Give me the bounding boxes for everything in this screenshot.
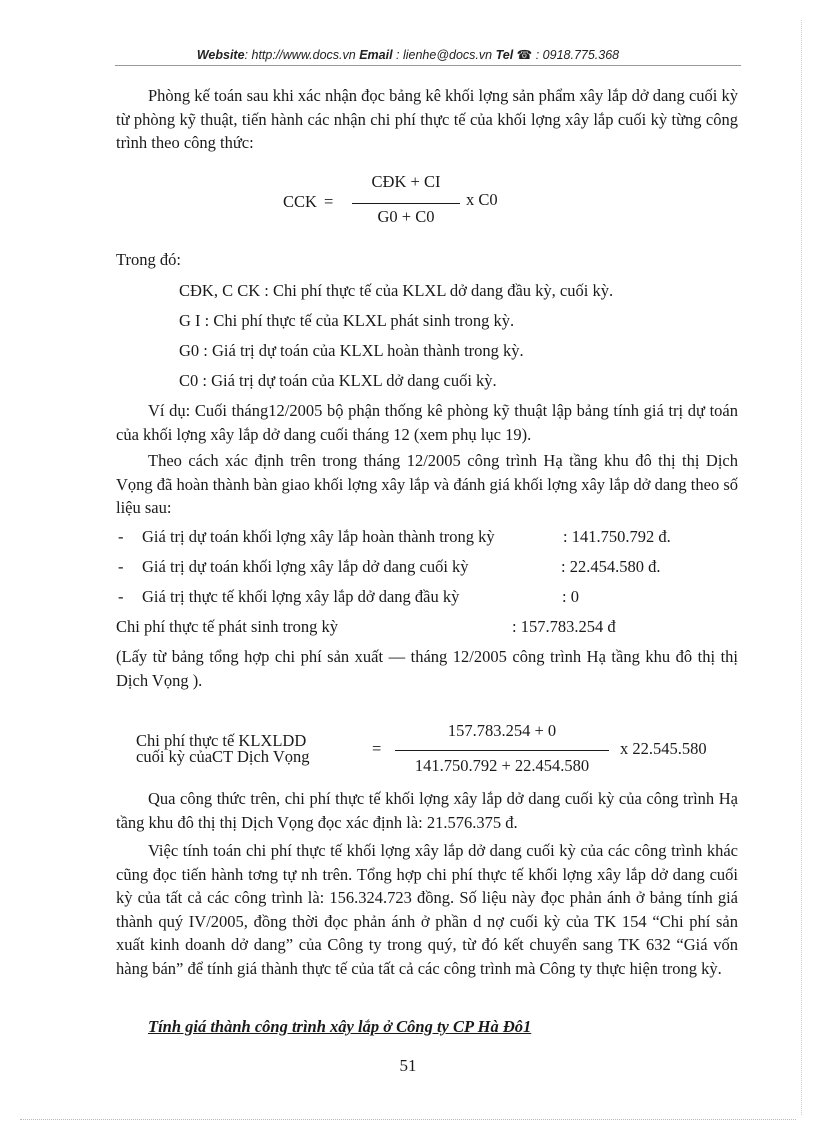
definition-item: CĐK, C CK : Chi phí thực tế của KLXL dở dang đầu kỳ, cuối kỳ. bbox=[179, 281, 614, 300]
email-address[interactable]: : lienhe@docs.vn bbox=[392, 48, 496, 62]
bullet-label: Giá trị thực tế khối lợng xây lắp dở dang đầu kỳ bbox=[142, 587, 460, 606]
bottom-dotted-edge bbox=[20, 1119, 796, 1120]
right-dotted-edge bbox=[801, 20, 802, 1115]
bullet-dash: - bbox=[118, 527, 124, 546]
cost-value: : 157.783.254 đ bbox=[512, 617, 616, 636]
paragraph-method: Theo cách xác định trên trong tháng 12/2005 công trình Hạ tầng khu đô thị thị Dịch Vọng đã hoàn thành bàn giao khối lợng xây lắp và đánh giá khối lợng xây lắp dở dang theo số liệu sau: bbox=[116, 451, 738, 517]
website-label: Website bbox=[196, 48, 245, 62]
fraction-bar bbox=[352, 203, 460, 204]
phone-icon: ☎ bbox=[516, 48, 533, 62]
bullet-value: : 22.454.580 đ. bbox=[561, 557, 661, 576]
email-label: Email bbox=[359, 48, 393, 62]
formula-equals: = bbox=[324, 192, 334, 211]
formula2-multiplier: x 22.545.580 bbox=[620, 739, 707, 758]
tel-number: : 0918.775.368 bbox=[532, 48, 620, 62]
formula2-lhs-line1: Chi phí thực tế KLXLDD bbox=[136, 731, 307, 750]
formula2-lhs-line2: cuối kỳ củaCT Dịch Vọng bbox=[136, 747, 310, 766]
tel-label: Tel bbox=[495, 48, 514, 62]
formula2-equals: = bbox=[372, 739, 382, 758]
definition-item: G I : Chi phí thực tế của KLXL phát sinh trong kỳ. bbox=[179, 311, 515, 330]
paragraph-intro: Phòng kế toán sau khi xác nhận đọc bảng kê khối lợng sản phẩm xây lắp dở dang cuối kỳ từ phòng kỹ thuật, tiến hành các nhận chi phí thực tế của khối lợng xây lắp cuối kỳ từng công trình theo công thức: bbox=[116, 86, 738, 152]
cost-label: Chi phí thực tế phát sinh trong kỳ bbox=[116, 617, 339, 636]
definition-item: G0 : Giá trị dự toán của KLXL hoàn thành trong kỳ. bbox=[179, 341, 524, 360]
paragraph-source: (Lấy từ bảng tổng hợp chi phí sản xuất — tháng 12/2005 công trình Hạ tầng khu đô thị thị Dịch Vọng ). bbox=[116, 647, 738, 690]
bullet-value: : 0 bbox=[562, 587, 579, 606]
bullet-dash: - bbox=[118, 557, 124, 576]
page-number: 51 bbox=[399, 1056, 417, 1075]
page-header bbox=[0, 47, 816, 62]
definition-item: C0 : Giá trị dự toán của KLXL dở dang cuối kỳ. bbox=[179, 371, 497, 390]
paragraph-summary: Việc tính toán chi phí thực tế khối lợng xây lắp dở dang cuối kỳ của các công trình khác cũng đọc tiến hành tơng tự nh trên. Tổng hợp chi phí thực tế khối lợng xây lắp dở dang cuối kỳ của tất cả các công trình là: 156.324.723 đồng. Số liệu này đọc phản ánh ở bảng tính giá thành quý IV/2005, đồng thời đọc phản ánh ở phần d nợ cuối kỳ của TK 154 “Chi phí sản xuất kinh doanh dở dang” của Công ty trong quý, từ đó kết chuyển sang TK 632 “Giá vốn hàng bán” để tính giá thành thực tế của tất cả các công trình mà Công ty thực hiện trong kỳ. bbox=[116, 841, 738, 978]
bullet-label: Giá trị dự toán khối lợng xây lắp hoàn thành trong kỳ bbox=[142, 527, 495, 546]
paragraph-result: Qua công thức trên, chi phí thực tế khối lợng xây lắp dở dang cuối kỳ của công trình Hạ tầng khu đô thị thị Dịch Vọng đọc xác định là: 21.576.375 đ. bbox=[116, 789, 738, 832]
section-title: Tính giá thành công trình xây lắp ở Công ty CP Hà Đô1 bbox=[148, 1017, 532, 1036]
formula-lhs: CCK bbox=[283, 192, 317, 211]
trong-do-label: Trong đó: bbox=[116, 250, 181, 269]
bullet-dash: - bbox=[118, 587, 124, 606]
website-url[interactable]: : http://www.docs.vn bbox=[244, 48, 360, 62]
formula2-numerator: 157.783.254 + 0 bbox=[447, 721, 557, 740]
formula-multiplier: x C0 bbox=[466, 190, 498, 209]
fraction-bar bbox=[395, 750, 609, 751]
bullet-value: : 141.750.792 đ. bbox=[563, 527, 671, 546]
paragraph-example: Ví dụ: Cuối tháng12/2005 bộ phận thống kê phòng kỹ thuật lập bảng tính giá trị dự toán của khối lợng xây lắp dở dang cuối tháng 12 (xem phụ lục 19). bbox=[116, 401, 738, 444]
formula-numerator: CĐK + CI bbox=[371, 172, 441, 191]
formula-denominator: G0 + C0 bbox=[377, 207, 435, 226]
formula2-denominator: 141.750.792 + 22.454.580 bbox=[414, 756, 590, 775]
header-rule bbox=[115, 65, 741, 66]
bullet-label: Giá trị dự toán khối lợng xây lắp dở dang cuối kỳ bbox=[142, 557, 469, 576]
